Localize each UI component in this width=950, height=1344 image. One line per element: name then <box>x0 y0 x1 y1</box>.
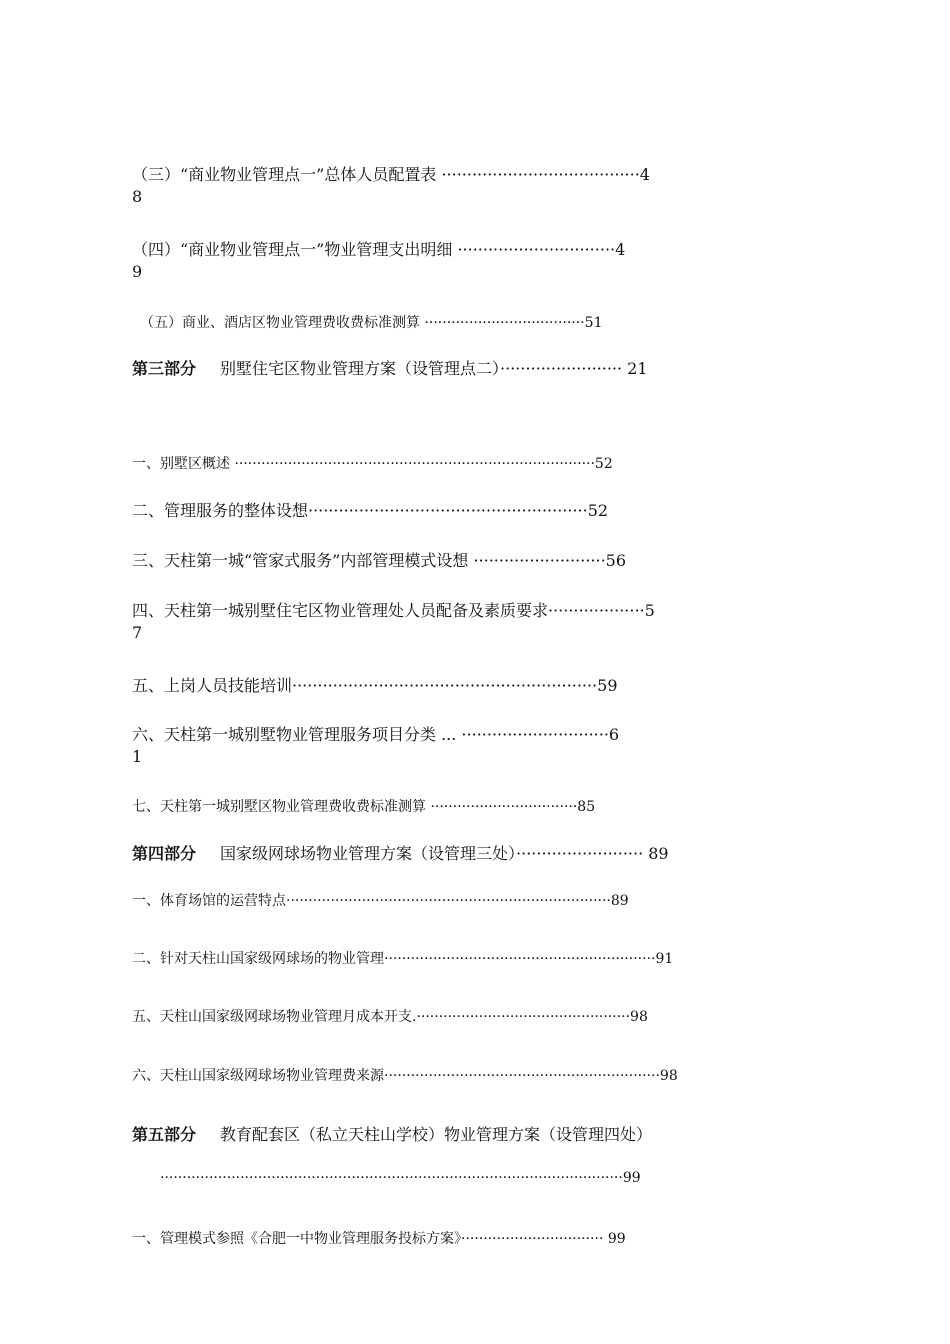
toc-entry-page-continued: 7 <box>132 623 143 642</box>
toc-entry: 一、体育场馆的运营特点·········································································89 <box>132 893 629 909</box>
toc-part-heading <box>132 356 648 379</box>
toc-entry: 六、天柱第一城别墅物业管理服务项目分类 ... ·····························6 <box>132 725 620 744</box>
toc-entry: 六、天柱山国家级网球场物业管理费来源······························································98 <box>132 1068 678 1084</box>
toc-entry: 一、别墅区概述 ·················································································52 <box>132 456 613 472</box>
toc-entry-page-continued: 1 <box>132 747 143 766</box>
toc-entry: 七、天柱第一城别墅区物业管理费收费标准测算 ·································85 <box>132 799 596 815</box>
toc-entry-leader-continued: ········································································································99 <box>160 1170 641 1186</box>
toc-entry: （五）商业、酒店区物业管理费收费标准测算 ····································51 <box>140 315 603 331</box>
toc-entry-page-continued: 9 <box>132 262 143 281</box>
toc-entry: 一、管理模式参照《合肥一中物业管理服务投标方案》································ 99 <box>132 1231 626 1247</box>
part-title: 国家级网球场物业管理方案（设管理三处）························· 89 <box>220 844 669 863</box>
toc-entry: 二、针对天柱山国家级网球场的物业管理·····························································91 <box>132 951 674 967</box>
part-label: 第四部分 <box>132 844 197 863</box>
toc-part-heading <box>132 841 669 864</box>
toc-entry: （四）“商业物业管理点一”物业管理支出明细 ·······························4 <box>132 240 626 259</box>
part-label: 第三部分 <box>132 359 197 378</box>
toc-entry: 二、管理服务的整体设想·······················································52 <box>132 501 609 520</box>
toc-entry: （三）“商业物业管理点一”总体人员配置表 ·······································4 <box>132 165 650 184</box>
toc-entry: 五、天柱山国家级网球场物业管理月成本开支.················································98 <box>132 1009 648 1025</box>
part-title: 教育配套区（私立天柱山学校）物业管理方案（设管理四处） <box>220 1125 653 1144</box>
toc-entry: 四、天柱第一城别墅住宅区物业管理处人员配备及素质要求···················5 <box>132 601 655 620</box>
toc-entry: 五、上岗人员技能培训····························································59 <box>132 676 618 695</box>
toc-entry: 三、天柱第一城“管家式服务”内部管理模式设想 ··························56 <box>132 551 627 570</box>
toc-part-heading <box>132 1122 652 1145</box>
part-title: 别墅住宅区物业管理方案（设管理点二）························ 21 <box>220 359 648 378</box>
toc-entry-page-continued: 8 <box>132 187 143 206</box>
part-label: 第五部分 <box>132 1125 197 1144</box>
